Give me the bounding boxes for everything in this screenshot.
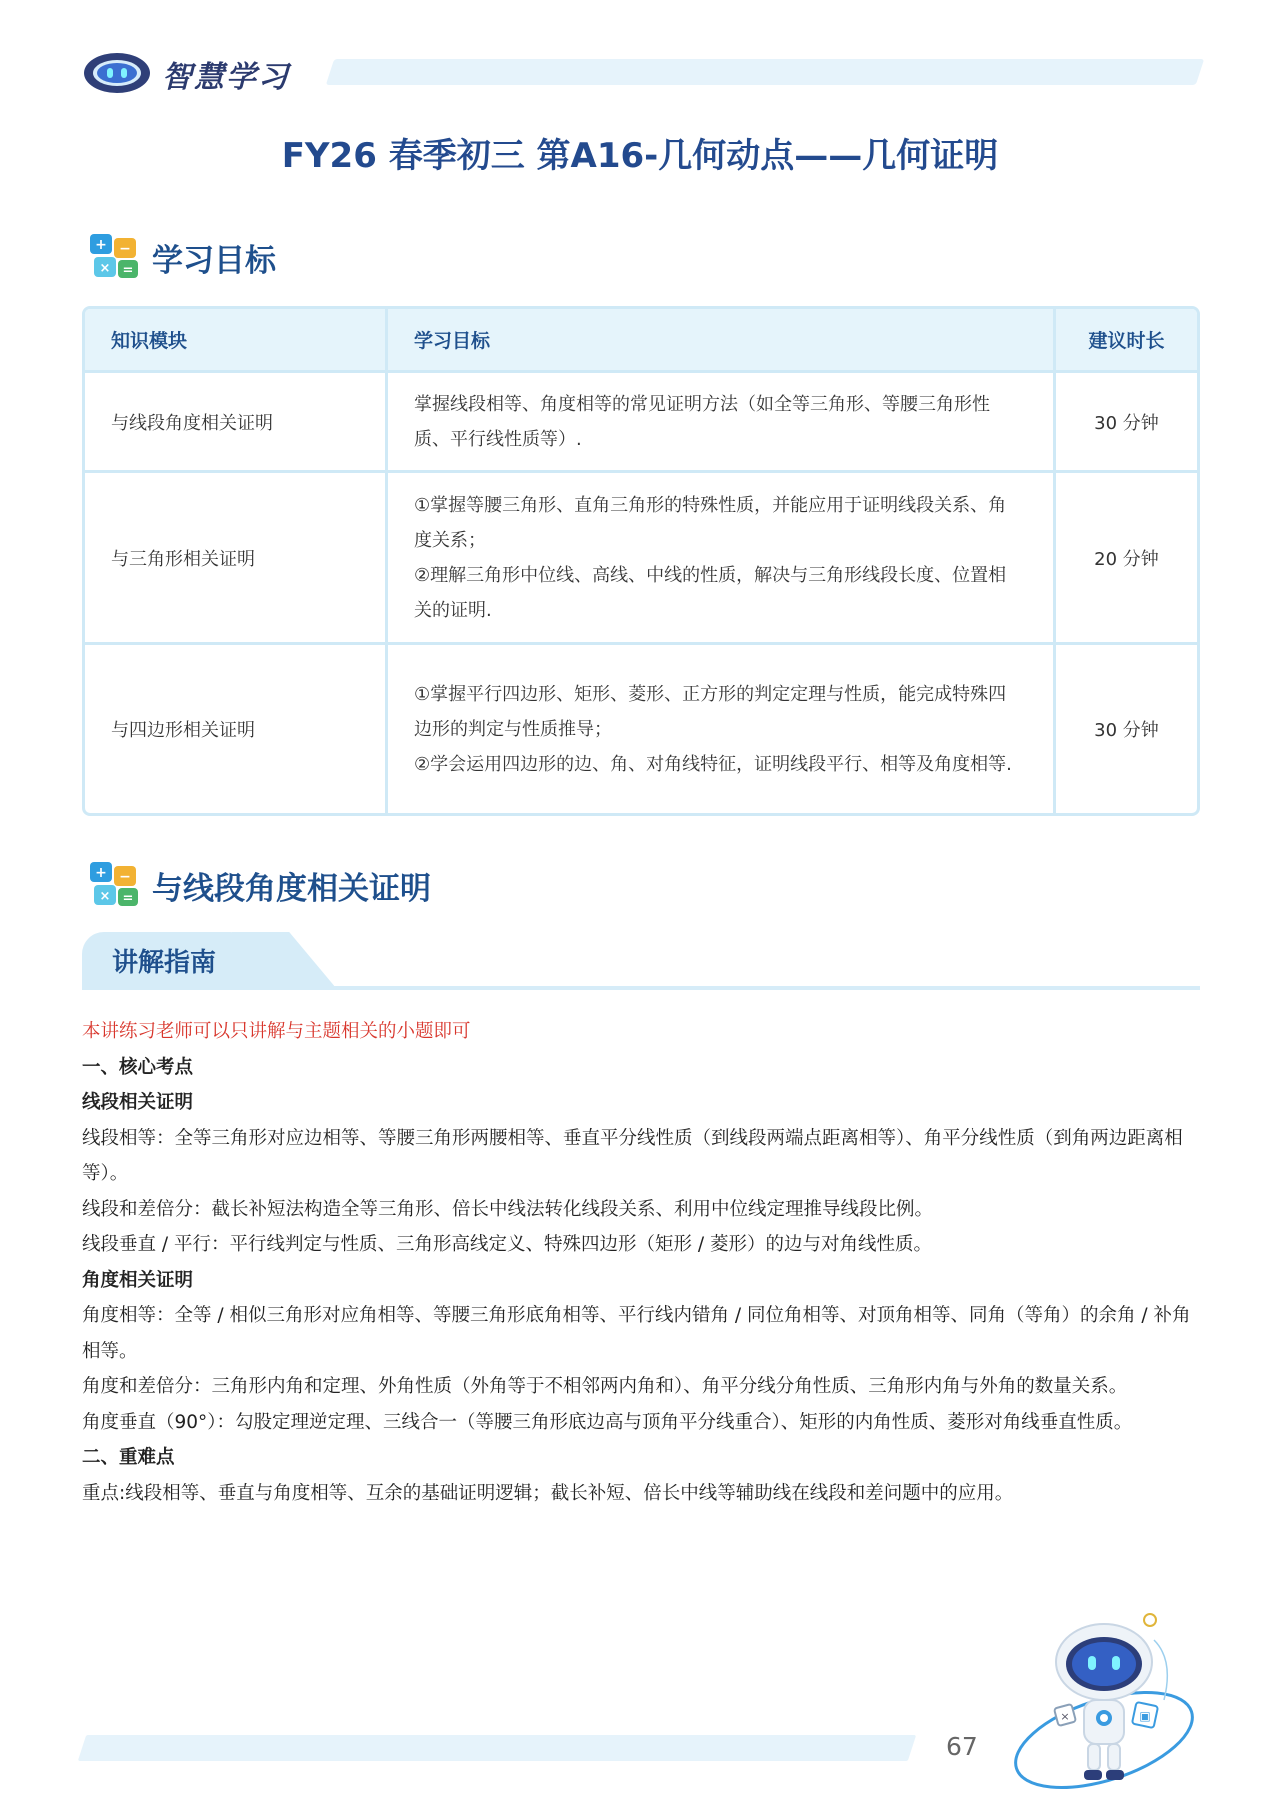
goal-cell xyxy=(388,373,1056,473)
part1-title: 一、核心考点 xyxy=(82,1056,194,1078)
brand-name: 智慧学习 xyxy=(162,60,290,95)
duration-cell: 30 分钟 xyxy=(1094,720,1159,741)
paragraph: 角度和差倍分：三角形内角和定理、外角性质（外角等于不相邻两内角和）、角平分线分角性质、三角形内角与外角的数量关系。 xyxy=(82,1376,1128,1397)
svg-text:+: + xyxy=(95,237,107,253)
duration-cell: 20 分钟 xyxy=(1056,473,1197,645)
table-row xyxy=(85,645,1197,813)
goal-line: ②理解三角形中位线、高线、中线的性质，解决与三角形线段长度、位置相关的证明. xyxy=(414,564,1007,621)
table-row xyxy=(85,373,1197,473)
segment-heading-text: 与线段角度相关证明 xyxy=(152,870,431,907)
module-cell: 与线段角度相关证明 xyxy=(85,373,388,473)
svg-text:×: × xyxy=(99,261,111,276)
module-cell: 与四边形相关证明 xyxy=(85,645,388,813)
goal-line: ①掌握平行四边形、矩形、菱形、正方形的判定定理与性质，能完成特殊四边形的判定与性质推导； xyxy=(414,683,1007,740)
robot-logo-icon xyxy=(82,49,152,95)
svg-text:×: × xyxy=(1060,1710,1070,1723)
paragraph: 线段和差倍分：截长补短法构造全等三角形、倍长中线法转化线段关系、利用中位线定理推导线段比例。 xyxy=(82,1198,934,1220)
svg-text:−: − xyxy=(119,869,131,885)
learning-goals-table xyxy=(82,306,1200,816)
footer-bar xyxy=(78,1735,916,1761)
goal-line: 掌握线段相等、角度相等的常见证明方法（如全等三角形、等腰三角形性质、平行线性质等）. xyxy=(414,393,990,450)
goals-heading-text: 学习目标 xyxy=(152,242,276,279)
paragraph: 线段相等：全等三角形对应边相等、等腰三角形两腰相等、垂直平分线性质（到线段两端点距离相等）、角平分线性质（到角两边距离相等）。 xyxy=(82,1127,1183,1184)
paragraph: 角度垂直（90°）：勾股定理逆定理、三线合一（等腰三角形底边高与顶角平分线重合）、矩形的内角性质、菱形对角线垂直性质。 xyxy=(82,1411,1133,1433)
teacher-note: 本讲练习老师可以只讲解与主题相关的小题即可 xyxy=(82,1021,471,1042)
goals-section-heading xyxy=(86,232,276,282)
guide-content xyxy=(82,1014,1202,1511)
angle-proof-title: 角度相关证明 xyxy=(82,1269,194,1291)
goal-line: ①掌握等腰三角形、直角三角形的特殊性质，并能应用于证明线段关系、角度关系； xyxy=(414,494,1007,551)
part2-title: 二、重难点 xyxy=(82,1447,175,1468)
guide-label: 讲解指南 xyxy=(112,948,217,978)
column-header-goal: 学习目标 xyxy=(388,309,1056,373)
calculator-icon xyxy=(86,232,142,282)
module-cell: 与三角形相关证明 xyxy=(85,473,388,645)
goal-line: ②学会运用四边形的边、角、对角线特征，证明线段平行、相等及角度相等. xyxy=(414,753,1012,775)
column-header-module: 知识模块 xyxy=(85,309,388,373)
paragraph: 重点:线段相等、垂直与角度相等、互余的基础证明逻辑；截长补短、倍长中线等辅助线在线段和差问题中的应用。 xyxy=(82,1482,1014,1504)
robot-mascot-icon xyxy=(1004,1600,1210,1800)
duration-cell: 30 分钟 xyxy=(1056,373,1197,473)
svg-text:▣: ▣ xyxy=(1139,1709,1151,1723)
header-bar xyxy=(326,59,1204,85)
calculator-icon xyxy=(86,860,142,910)
paragraph: 角度相等：全等 / 相似三角形对应角相等、等腰三角形底角相等、平行线内错角 / 同位角相等、对顶角相等、同角（等角）的余角 / 补角相等。 xyxy=(82,1305,1191,1362)
page-header xyxy=(80,44,1200,100)
page-number: 67 xyxy=(946,1732,978,1761)
segment-proof-title: 线段相关证明 xyxy=(82,1092,194,1113)
goal-cell xyxy=(388,645,1056,813)
svg-text:+: + xyxy=(95,865,107,881)
column-header-duration: 建议时长 xyxy=(1056,309,1197,373)
svg-text:−: − xyxy=(119,241,131,257)
table-row xyxy=(85,473,1197,645)
goal-cell xyxy=(388,473,1056,645)
svg-text:×: × xyxy=(99,889,111,904)
paragraph: 线段垂直 / 平行：平行线判定与性质、三角形高线定义、特殊四边形（矩形 / 菱形）的边与对角线性质。 xyxy=(82,1234,932,1255)
svg-text:=: = xyxy=(122,263,134,278)
svg-text:=: = xyxy=(122,891,134,906)
segment-section-heading xyxy=(86,860,431,910)
page-title: FY26 春季初三 第A16-几何动点——几何证明 xyxy=(281,136,999,176)
table-header-row xyxy=(85,309,1197,373)
guide-tab-bar xyxy=(82,932,1200,990)
